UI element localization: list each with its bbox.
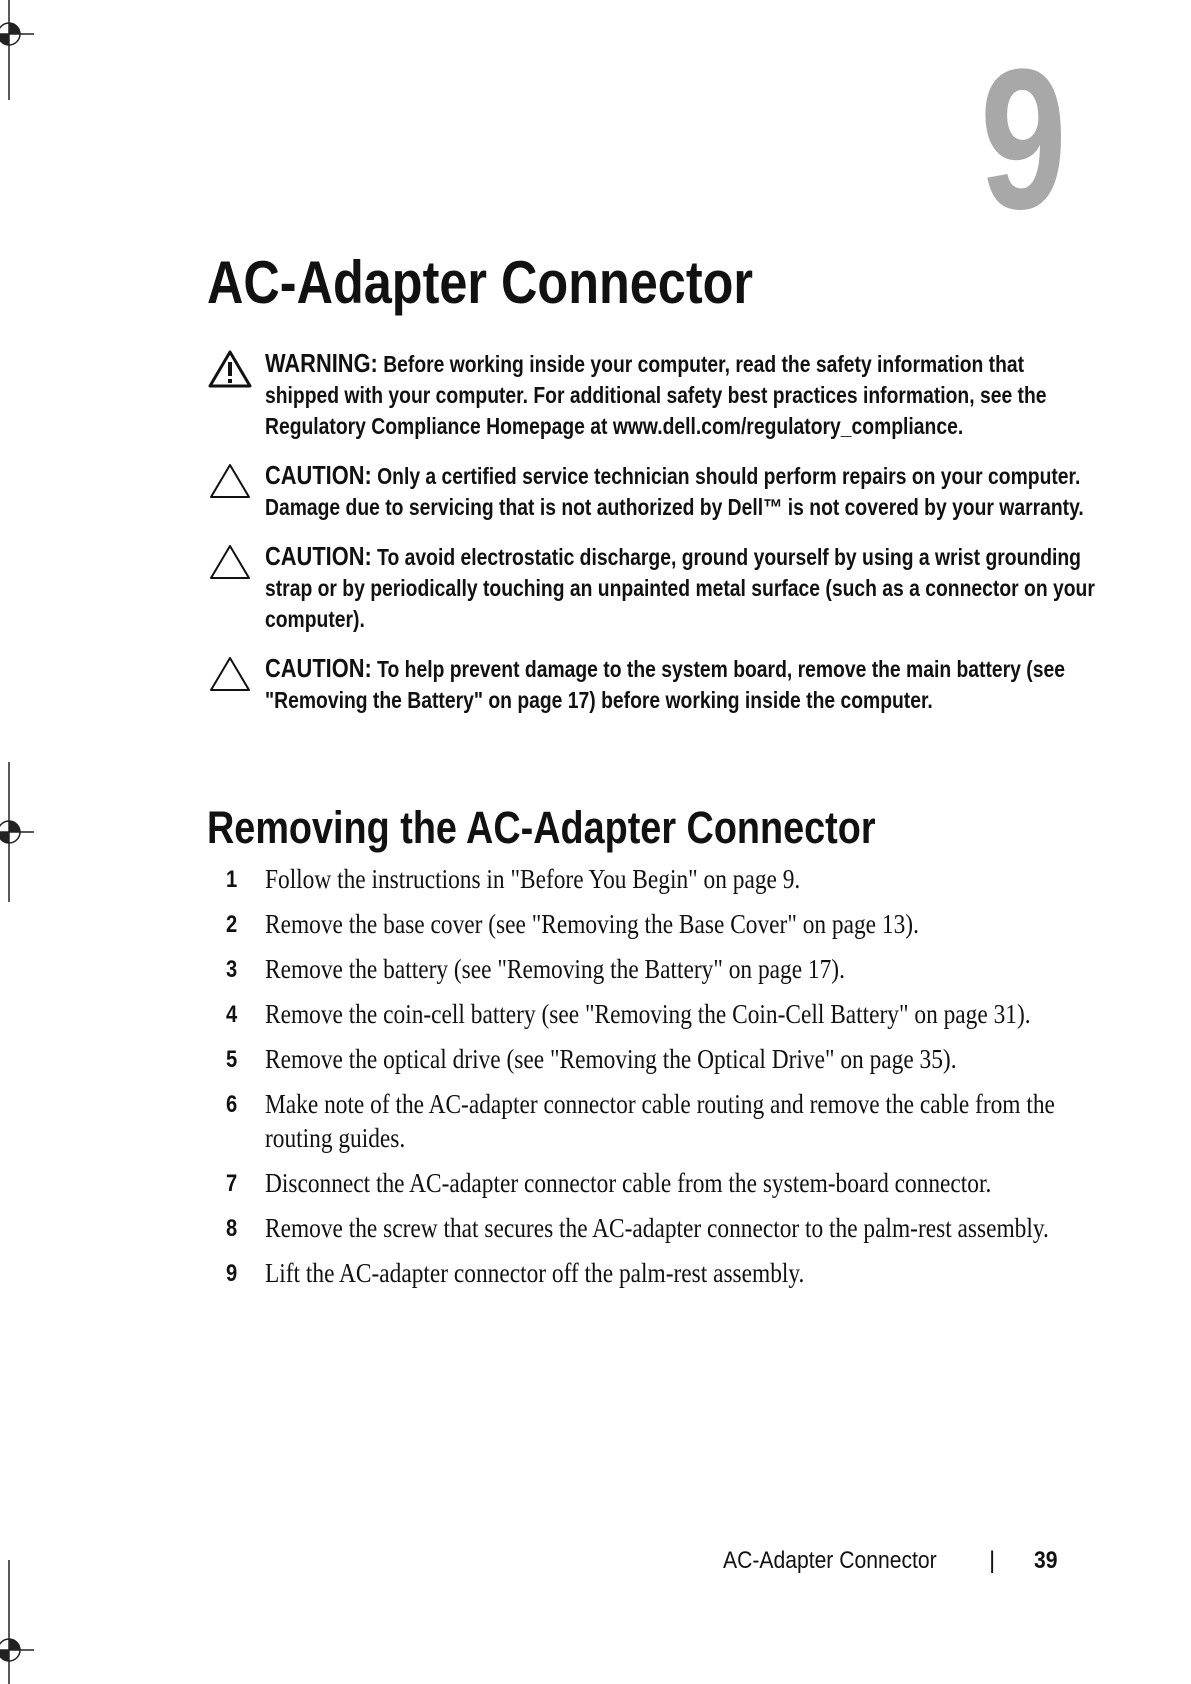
list-item [207, 1166, 1087, 1200]
steps-list [207, 862, 1087, 1301]
notice-text [265, 653, 1097, 716]
step-text: Make note of the AC-adapter connector cable routing and remove the cable from the routing guides. [265, 1088, 1055, 1153]
page-number: 39 [1034, 1547, 1058, 1574]
chapter-number: 9 [980, 28, 1067, 251]
caution-triangle-icon [207, 542, 253, 587]
step-number: 7 [226, 1170, 238, 1197]
step-number: 2 [226, 911, 238, 938]
notice-text [265, 460, 1097, 523]
list-item [207, 1087, 1087, 1155]
step-number: 3 [226, 956, 238, 983]
notice-body: To help prevent damage to the system board, remove the main battery (see "Removing the Battery" on page 17) before working inside the computer. [265, 656, 1065, 713]
step-number: 1 [226, 866, 238, 893]
notices [207, 348, 1095, 734]
step-text: Remove the battery (see "Removing the Battery" on page 17). [265, 953, 845, 984]
notice-label: CAUTION: [265, 541, 372, 571]
list-item [207, 952, 1087, 986]
list-item [207, 862, 1087, 896]
notice-body: To avoid electrostatic discharge, ground yourself by using a wrist grounding strap or by periodically touching an unpainted metal surface (such as a connector on your computer). [265, 544, 1095, 632]
registration-mark-bottom [0, 1560, 34, 1684]
notice-text [265, 541, 1097, 635]
notice-body: Only a certified service technician should perform repairs on your computer. Damage due to servicing that is not authorized by Dell™ is not covered by your warranty. [265, 463, 1084, 520]
list-item [207, 997, 1087, 1031]
step-number: 9 [226, 1260, 238, 1287]
notice-label: CAUTION: [265, 460, 372, 490]
step-text: Remove the coin-cell battery (see "Removing the Coin-Cell Battery" on page 31). [265, 998, 1031, 1029]
caution-notice [207, 653, 1077, 716]
step-text: Remove the screw that secures the AC-adapter connector to the palm-rest assembly. [265, 1212, 1049, 1243]
step-number: 5 [226, 1046, 238, 1073]
notice-body: Before working inside your computer, read the safety information that shipped with your computer. For additional safety best practices information, see the Regulatory Compliance Homepage at www.dell.com/regulatory_compliance. [265, 351, 1047, 439]
list-item [207, 1256, 1087, 1290]
page-title: AC-Adapter Connector [207, 249, 754, 316]
step-number: 6 [226, 1091, 238, 1118]
caution-notice [207, 541, 1095, 635]
list-item [207, 1211, 1087, 1245]
step-number: 8 [226, 1215, 238, 1242]
notice-label: WARNING: [265, 348, 378, 378]
step-number: 4 [226, 1001, 238, 1028]
notice-text [265, 348, 1097, 442]
step-text: Follow the instructions in "Before You Begin" on page 9. [265, 863, 801, 894]
step-text: Remove the base cover (see "Removing the Base Cover" on page 13). [265, 908, 919, 939]
section-heading: Removing the AC-Adapter Connector [207, 802, 876, 853]
caution-notice [207, 460, 1084, 523]
footer-title: AC-Adapter Connector [723, 1547, 937, 1574]
list-item [207, 907, 1087, 941]
footer-separator: | [989, 1547, 996, 1574]
notice-label: CAUTION: [265, 653, 372, 683]
caution-triangle-icon [207, 654, 253, 699]
caution-triangle-icon [207, 461, 253, 506]
step-text: Disconnect the AC-adapter connector cable from the system-board connector. [265, 1167, 992, 1198]
warning-triangle-icon [207, 349, 253, 394]
registration-mark-top [0, 0, 34, 100]
warning-notice [207, 348, 1077, 442]
step-text: Remove the optical drive (see "Removing the Optical Drive" on page 35). [265, 1043, 957, 1074]
step-text: Lift the AC-adapter connector off the palm-rest assembly. [265, 1257, 805, 1288]
list-item [207, 1042, 1087, 1076]
registration-mark-middle [0, 762, 34, 902]
